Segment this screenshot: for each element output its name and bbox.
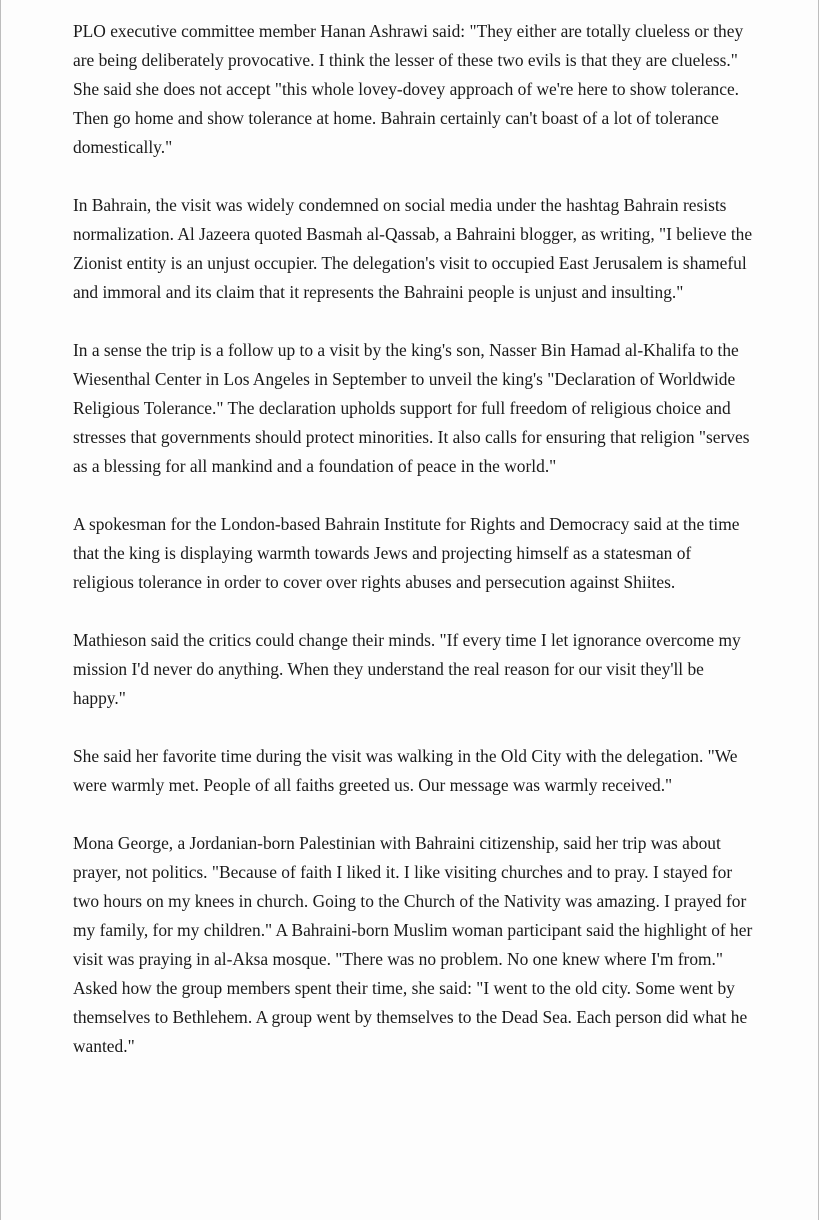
paragraph-institute-spokesman: A spokesman for the London-based Bahrain Institute for Rights and Democracy said at the time that the king is displaying warmth towards Jews and projecting himself as a statesman of religious tolerance in order to cover over rights abuses and persecution against Shiites. — [73, 514, 740, 592]
paragraph-kings-son-visit: In a sense the trip is a follow up to a visit by the king's son, Nasser Bin Hamad al-Khalifa to the Wiesenthal Center in Los Angeles in September to unveil the king's "Declaration of Worldwide Religious Tolerance." The declaration upholds support for full freedom of religious choice and stresses that governments should protect minorities. It also calls for ensuring that religion "serves as a blessing for all mankind and a foundation of peace in the world." — [73, 340, 750, 476]
paragraph-mona-george: Mona George, a Jordanian-born Palestinian with Bahraini citizenship, said her trip was about prayer, not politics. "Because of faith I liked it. I like visiting churches and to pray. I stayed for two hours on my knees in church. Going to the Church of the Nativity was amazing. I prayed for my family, for my children." A Bahraini-born Muslim woman participant said the highlight of her visit was praying in al-Aksa mosque. "There was no problem. No one knew where I'm from." Asked how the group members spent their time, she said: "I went to the old city. Some went by themselves to Bethlehem. A group went by themselves to the Dead Sea. Each person did what he wanted." — [73, 833, 753, 1056]
paragraph-old-city: She said her favorite time during the visit was walking in the Old City with the delegation. "We were warmly met. People of all faiths greeted us. Our message was warmly received." — [73, 746, 738, 795]
paragraph-mathieson: Mathieson said the critics could change their minds. "If every time I let ignorance overcome my mission I'd never do anything. When they understand the real reason for our visit they'll be happy." — [73, 630, 741, 708]
paragraph-bahrain-reaction: In Bahrain, the visit was widely condemned on social media under the hashtag Bahrain resists normalization. Al Jazeera quoted Basmah al-Qassab, a Bahraini blogger, as writing, "I believe the Zionist entity is an unjust occupier. The delegation's visit to occupied East Jerusalem is shameful and immoral and its claim that it represents the Bahraini people is unjust and insulting." — [73, 195, 753, 302]
article-body — [73, 17, 753, 1090]
paragraph-ashrawi: PLO executive committee member Hanan Ashrawi said: "They either are totally clueless or they are being deliberately provocative. I think the lesser of these two evils is that they are clueless." She said she does not accept "this whole lovey-dovey approach of we're here to show tolerance. Then go home and show tolerance at home. Bahrain certainly can't boast of a lot of tolerance domestically." — [73, 21, 744, 157]
